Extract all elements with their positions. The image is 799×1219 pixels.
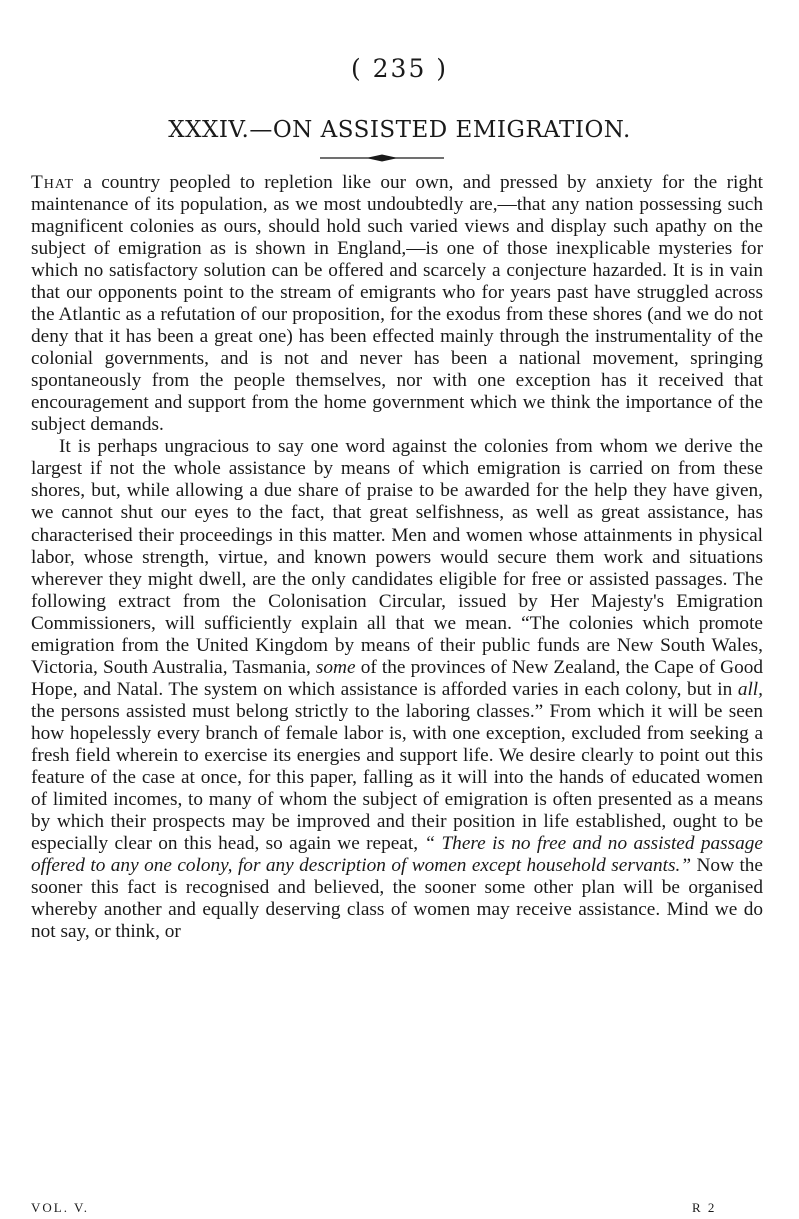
paragraph-2	[31, 436, 763, 943]
emphasis-all: all,	[737, 678, 763, 700]
volume-signature: VOL. V.	[31, 1200, 89, 1215]
paragraph-1-text: a country peopled to repletion like our own, and pressed by anxiety for the right maintenance of its population, as we most undoubtedly are,—that any nation possessing such magnificent colonies as ours, should hold such varied views and display such apathy on the subject of emigration as is shown in England,—is one of those inexplicable mysteries for which no satisfactory solution can be offered and scarcely a conjecture hazarded. It is in vain that our opponents point to the stream of emigrants who for years past have struggled across the Atlantic as a refutation of our proposition, for the exodus from these shores (and we do not deny that it has been a great one) has been effected mainly through the instrumentality of the colonial governments, and is not and never has been a national movement, springing spontaneously from the people themselves, nor with one exception has it received that encouragement and support from the home government which we think the importance of the subject demands.	[31, 172, 763, 436]
opening-word: That	[31, 172, 74, 193]
article-title: XXXIV.—ON ASSISTED EMIGRATION.	[168, 117, 631, 143]
ornamental-rule-icon	[320, 151, 444, 165]
page-number: ( 235 )	[350, 54, 449, 83]
paragraph-2-part-b: of the provinces of New Zealand, the Cape of Good Hope, and Natal. The system on which assistance is afforded varies in each colony, but in	[31, 656, 763, 700]
paragraph-1	[31, 172, 763, 436]
paragraph-2-part-d: Now the sooner this fact is recognised and believed, the sooner some other plan will be organised whereby another and equally deserving class of women may receive assistance. Mind we do not say, or think, or	[31, 854, 763, 943]
emphasis-some: some	[315, 656, 356, 678]
title-divider	[320, 150, 444, 164]
paragraph-2-part-a: It is perhaps ungracious to say one word against the colonies from whom we derive the largest if not the whole assistance by means of which emigration is carried on from these shores, but, while allowing a due share of praise to be awarded for the help they have given, we cannot shut our eyes to the fact, that great selfishness, as well as great assistance, has characterised their proceedings in this matter. Men and women whose attainments in physical labor, whose strength, virtue, and known powers would secure them work and situations wherever they might dwell, are the only candidates eligible for free or assisted passages. The following extract from the Colonisation Circular, issued by Her Majesty's Emigration Commissioners, will sufficiently explain all that we mean. “The colonies which promote emigration from the United Kingdom by means of their public funds are New South Wales, Victoria, South Australia, Tasmania,	[31, 436, 763, 678]
paragraph-2-part-c: the persons assisted must belong strictly to the laboring classes.” From which it will be seen how hopelessly every branch of female labor is, with one exception, excluded from seeking a fresh field wherein to exercise its energies and support life. We desire clearly to point out this feature of the case at once, for this paper, falling as it will into the hands of educated women of limited incomes, to many of whom the subject of emigration is often presented as a means by which their prospects may be improved and their position in life established, ought to be especially clear on this head, so again we repeat,	[31, 700, 763, 854]
printer-signature: R 2	[692, 1200, 717, 1215]
italic-quotation: “ There is no free and no assisted passage offered to any one colony, for any description of women except household servants.”	[31, 832, 763, 876]
article-body	[31, 172, 763, 943]
